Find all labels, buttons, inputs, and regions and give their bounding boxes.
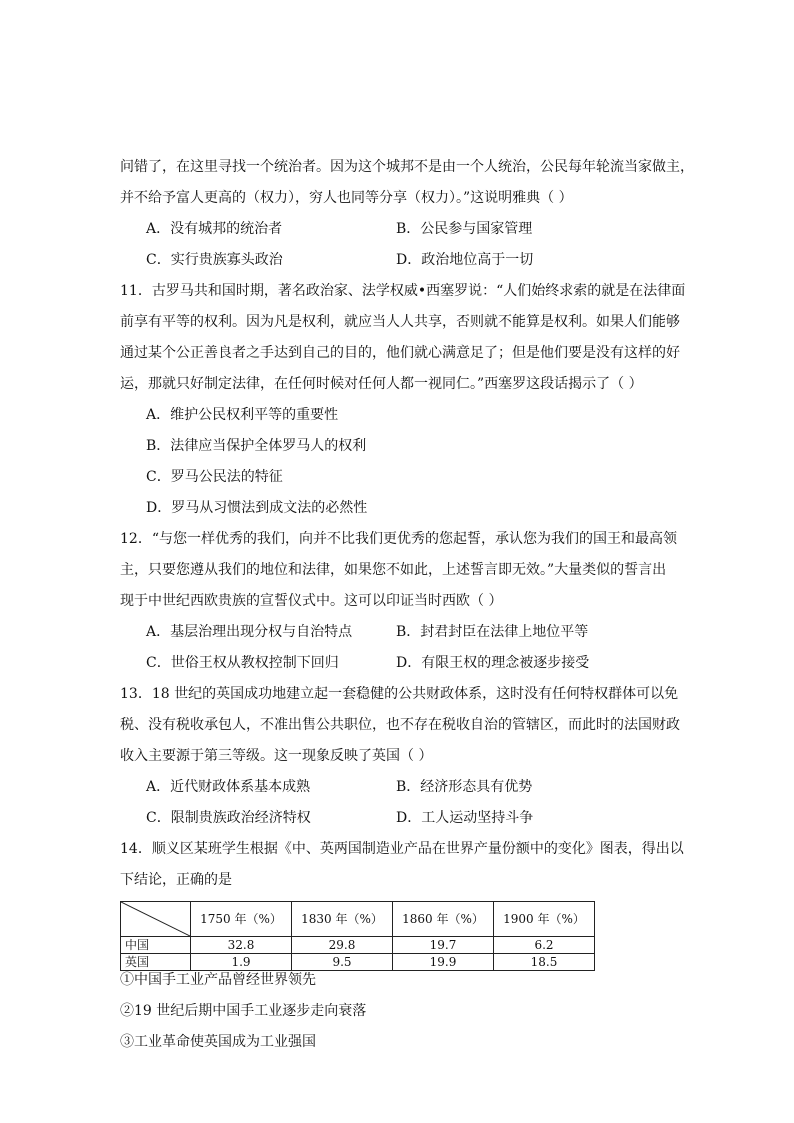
table-cell: 1.9 [191,954,292,971]
q12-option-b[interactable]: B．封君封臣在法律上地位平等 [396,624,589,640]
table-cell: 32.8 [191,937,292,954]
q13-text-line3: 收入主要源于第三等级。这一现象反映了英国（ ） [120,748,433,764]
q13-option-a[interactable]: A．近代财政体系基本成熟 [146,779,311,795]
table-corner-cell [121,902,191,937]
table-header-1830: 1830 年（%） [292,902,393,937]
q14-text-line1: 14．顺义区某班学生根据《中、英两国制造业产品在世界产量份额中的变化》图表，得出以 [120,841,684,857]
table-header-1900: 1900 年（%） [494,902,595,937]
q14-statement-2: ②19 世纪后期中国手工业逐步走向衰落 [120,1003,367,1019]
table-header-row [121,902,595,937]
q11-text-line4: 运，那就只好制定法律，在任何时候对任何人都一视同仁。”西塞罗这段话揭示了（ ） [120,376,643,392]
table-cell: 19.7 [393,937,494,954]
q11-option-a[interactable]: A．维护公民权利平等的重要性 [146,407,339,423]
q11-option-b[interactable]: B．法律应当保护全体罗马人的权利 [146,438,367,454]
q11-text-line2: 前享有平等的权利。因为凡是权利，就应当人人共享，否则就不能算是权利。如果人们能够 [120,314,680,330]
table-row [121,937,595,954]
table-row-label: 英国 [121,954,191,971]
q10-text-line2: 并不给予富人更高的（权力），穷人也同等分享（权力）。”这说明雅典（ ） [120,190,573,206]
table-cell: 29.8 [292,937,393,954]
q13-text-line1: 13．18 世纪的英国成功地建立起一套稳健的公共财政体系，这时没有任何特权群体可以免 [120,686,679,702]
q12-option-c[interactable]: C．世俗王权从教权控制下回归 [146,655,339,671]
q12-option-a[interactable]: A．基层治理出现分权与自治特点 [146,624,353,640]
q13-option-c[interactable]: C．限制贵族政治经济特权 [146,810,311,826]
q14-text-line2: 下结论，正确的是 [120,872,232,888]
manufacturing-share-table [120,901,595,971]
table-cell: 9.5 [292,954,393,971]
q13-text-line2: 税、没有税收承包人，不准出售公共职位，也不存在税收自治的管辖区，而此时的法国财政 [120,717,680,733]
q10-option-a[interactable]: A．没有城邦的统治者 [146,221,283,237]
table-header-1750: 1750 年（%） [191,902,292,937]
table-row-label: 中国 [121,937,191,954]
q14-statement-3: ③工业革命使英国成为工业强国 [120,1034,316,1050]
q12-text-line2: 主，只要您遵从我们的地位和法律，如果您不如此，上述誓言即无效。”大量类似的誓言出 [120,562,667,578]
q11-text-line3: 通过某个公正善良者之手达到自己的目的，他们就心满意足了；但是他们要是没有这样的好 [120,345,680,361]
table-row [121,954,595,971]
table-cell: 18.5 [494,954,595,971]
table-cell: 6.2 [494,937,595,954]
q10-option-d[interactable]: D．政治地位高于一切 [396,252,534,268]
q13-option-b[interactable]: B．经济形态具有优势 [396,779,533,795]
q12-text-line1: 12．“与您一样优秀的我们，向并不比我们更优秀的您起誓，承认您为我们的国王和最高领 [120,531,677,547]
q14-statement-1: ①中国手工业产品曾经世界领先 [120,972,316,988]
q12-option-d[interactable]: D．有限王权的理念被逐步接受 [396,655,590,671]
q13-option-d[interactable]: D．工人运动坚持斗争 [396,810,534,826]
q12-text-line3: 现于中世纪西欧贵族的宣誓仪式中。这可以印证当时西欧（ ） [120,593,503,609]
q11-text-line1: 11．古罗马共和国时期，著名政治家、法学权威•西塞罗说：“人们始终求索的就是在法律面 [120,283,686,299]
diagonal-line-icon [121,902,190,936]
table-header-1860: 1860 年（%） [393,902,494,937]
table-cell: 19.9 [393,954,494,971]
q10-text-line1: 问错了，在这里寻找一个统治者。因为这个城邦不是由一个人统治，公民每年轮流当家做主， [120,159,694,175]
q11-option-d[interactable]: D．罗马从习惯法到成文法的必然性 [146,500,368,516]
q11-option-c[interactable]: C．罗马公民法的特征 [146,469,283,485]
q10-option-b[interactable]: B．公民参与国家管理 [396,221,533,237]
q10-option-c[interactable]: C．实行贵族寡头政治 [146,252,283,268]
